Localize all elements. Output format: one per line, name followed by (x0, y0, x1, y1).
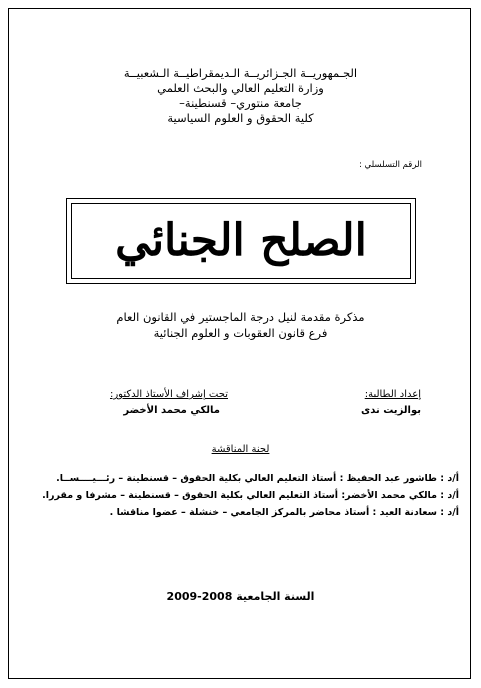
serial-number-label: الرقم التسلسلي : (358, 160, 422, 170)
subtitle-line-2: فرع قانون العقوبات و العلوم الجنائية (153, 326, 328, 340)
supervisor-label: تحت إشراف الأستاذ الدكتور: (109, 389, 228, 400)
title-inner-frame (71, 203, 411, 279)
subtitle-line-1: مذكرة مقدمة لنيل درجة الماجستير في القانون العام (116, 310, 365, 324)
academic-year: السنة الجامعية 2008-2009 (166, 590, 315, 603)
faculty-line: كلية الحقوق و العلوم السياسية (167, 111, 314, 125)
ministry-line: وزارة التعليم العالي والبحث العلمي (157, 81, 324, 95)
committee-member-2: أ/د : مالكي محمد الأخضر: أستاذ التعليم العالي بكلية الحقوق – قسنطينة – مشرفا و مقررا. (42, 490, 459, 501)
supervisor-name: مالكي محمد الأخضر (123, 405, 220, 416)
document-title: الصلح الجنائي (115, 215, 367, 266)
committee-member-1: أ/د : طاشور عبد الحفيظ : أستاذ التعليم العالي بكلية الحقوق – قسنطينة – رئـــيــــســا. (56, 473, 459, 484)
title-box (66, 198, 416, 284)
university-line: جامعة منتوري– قسنطينة– (179, 96, 302, 110)
committee-label: لجنة المناقشة (211, 444, 270, 455)
student-label: إعداد الطالبة: (364, 389, 421, 400)
committee-member-3: أ/د : سعادنة العيد : أستاذ محاضر بالمركز الجامعي – خنشلة – عضوا مناقشا . (109, 507, 459, 518)
student-name: بوالزيت ندى (361, 405, 421, 416)
republic-line: الجـمهوريــة الجـزائريــة الـديمقراطيــة الـشعبيــة (123, 66, 358, 80)
